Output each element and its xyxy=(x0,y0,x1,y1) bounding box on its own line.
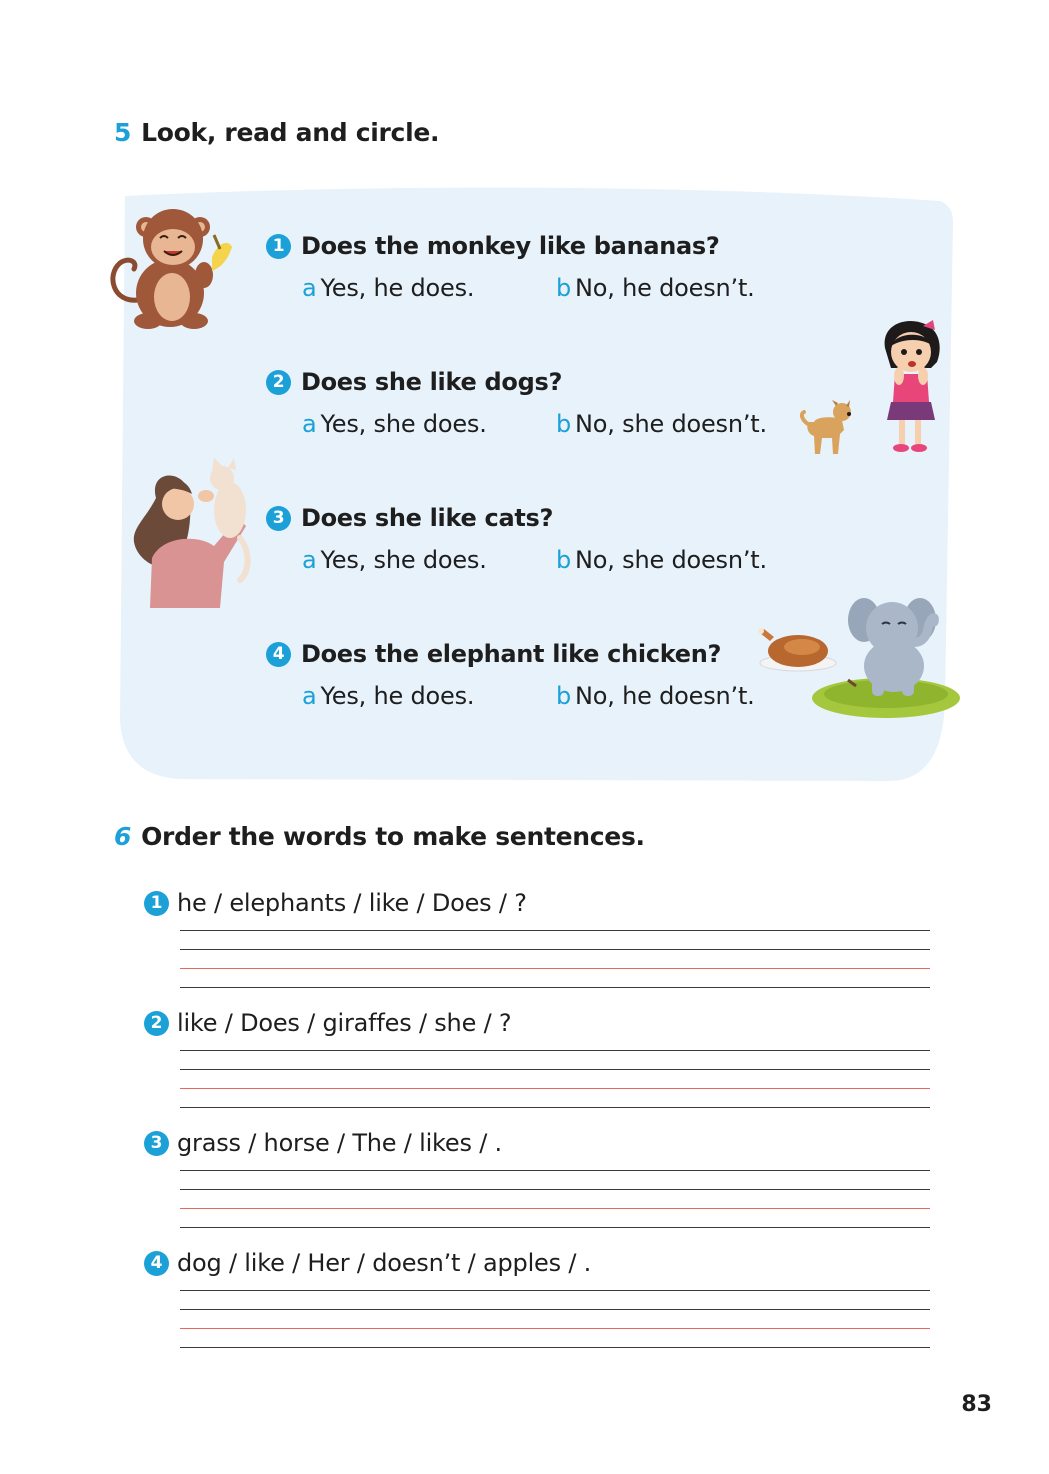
option-a[interactable]: a Yes, he does. xyxy=(302,682,475,710)
exercise-6-instruction: Order the words to make sentences. xyxy=(141,822,645,851)
question-number-badge: 4 xyxy=(266,642,291,667)
item-number-badge: 2 xyxy=(144,1011,169,1036)
question-text: Does she like cats? xyxy=(301,504,554,532)
option-b[interactable]: b No, he doesn’t. xyxy=(556,274,755,302)
exercise-6-title xyxy=(114,822,645,851)
exercise-5-title xyxy=(114,118,439,147)
option-b[interactable]: b No, she doesn’t. xyxy=(556,546,767,574)
sentence-item-4 xyxy=(144,1248,934,1278)
scrambled-words: like / Does / giraffes / she / ? xyxy=(177,1009,512,1037)
elephant-on-grass-illustration xyxy=(810,590,962,720)
option-a[interactable]: a Yes, she does. xyxy=(302,410,487,438)
question-text: Does the elephant like chicken? xyxy=(301,640,722,668)
scrambled-words: he / elephants / like / Does / ? xyxy=(177,889,527,917)
question-1 xyxy=(266,231,755,306)
question-number-badge: 3 xyxy=(266,506,291,531)
scared-girl-illustration xyxy=(877,318,945,458)
question-4 xyxy=(266,639,755,714)
option-a[interactable]: a Yes, she does. xyxy=(302,546,487,574)
scrambled-words: dog / like / Her / doesn’t / apples / . xyxy=(177,1249,592,1277)
sentence-item-1 xyxy=(144,888,934,918)
question-number-badge: 2 xyxy=(266,370,291,395)
woman-holding-cat-illustration xyxy=(128,458,263,608)
sentence-item-3 xyxy=(144,1128,934,1158)
question-3 xyxy=(266,503,767,578)
option-b[interactable]: b No, she doesn’t. xyxy=(556,410,767,438)
dog-illustration xyxy=(800,400,855,460)
question-2 xyxy=(266,367,767,442)
option-b[interactable]: b No, he doesn’t. xyxy=(556,682,755,710)
option-a[interactable]: a Yes, he does. xyxy=(302,274,475,302)
question-number-badge: 1 xyxy=(266,234,291,259)
monkey-illustration xyxy=(108,205,243,337)
question-text: Does the monkey like bananas? xyxy=(301,232,720,260)
scrambled-words: grass / horse / The / likes / . xyxy=(177,1129,502,1157)
exercise-5-number: 5 xyxy=(114,118,132,147)
page-number: 83 xyxy=(961,1392,992,1417)
sentence-item-2 xyxy=(144,1008,934,1038)
exercise-6-number: 6 xyxy=(114,822,132,851)
item-number-badge: 1 xyxy=(144,891,169,916)
item-number-badge: 3 xyxy=(144,1131,169,1156)
question-text: Does she like dogs? xyxy=(301,368,563,396)
item-number-badge: 4 xyxy=(144,1251,169,1276)
exercise-5-instruction: Look, read and circle. xyxy=(141,118,440,147)
